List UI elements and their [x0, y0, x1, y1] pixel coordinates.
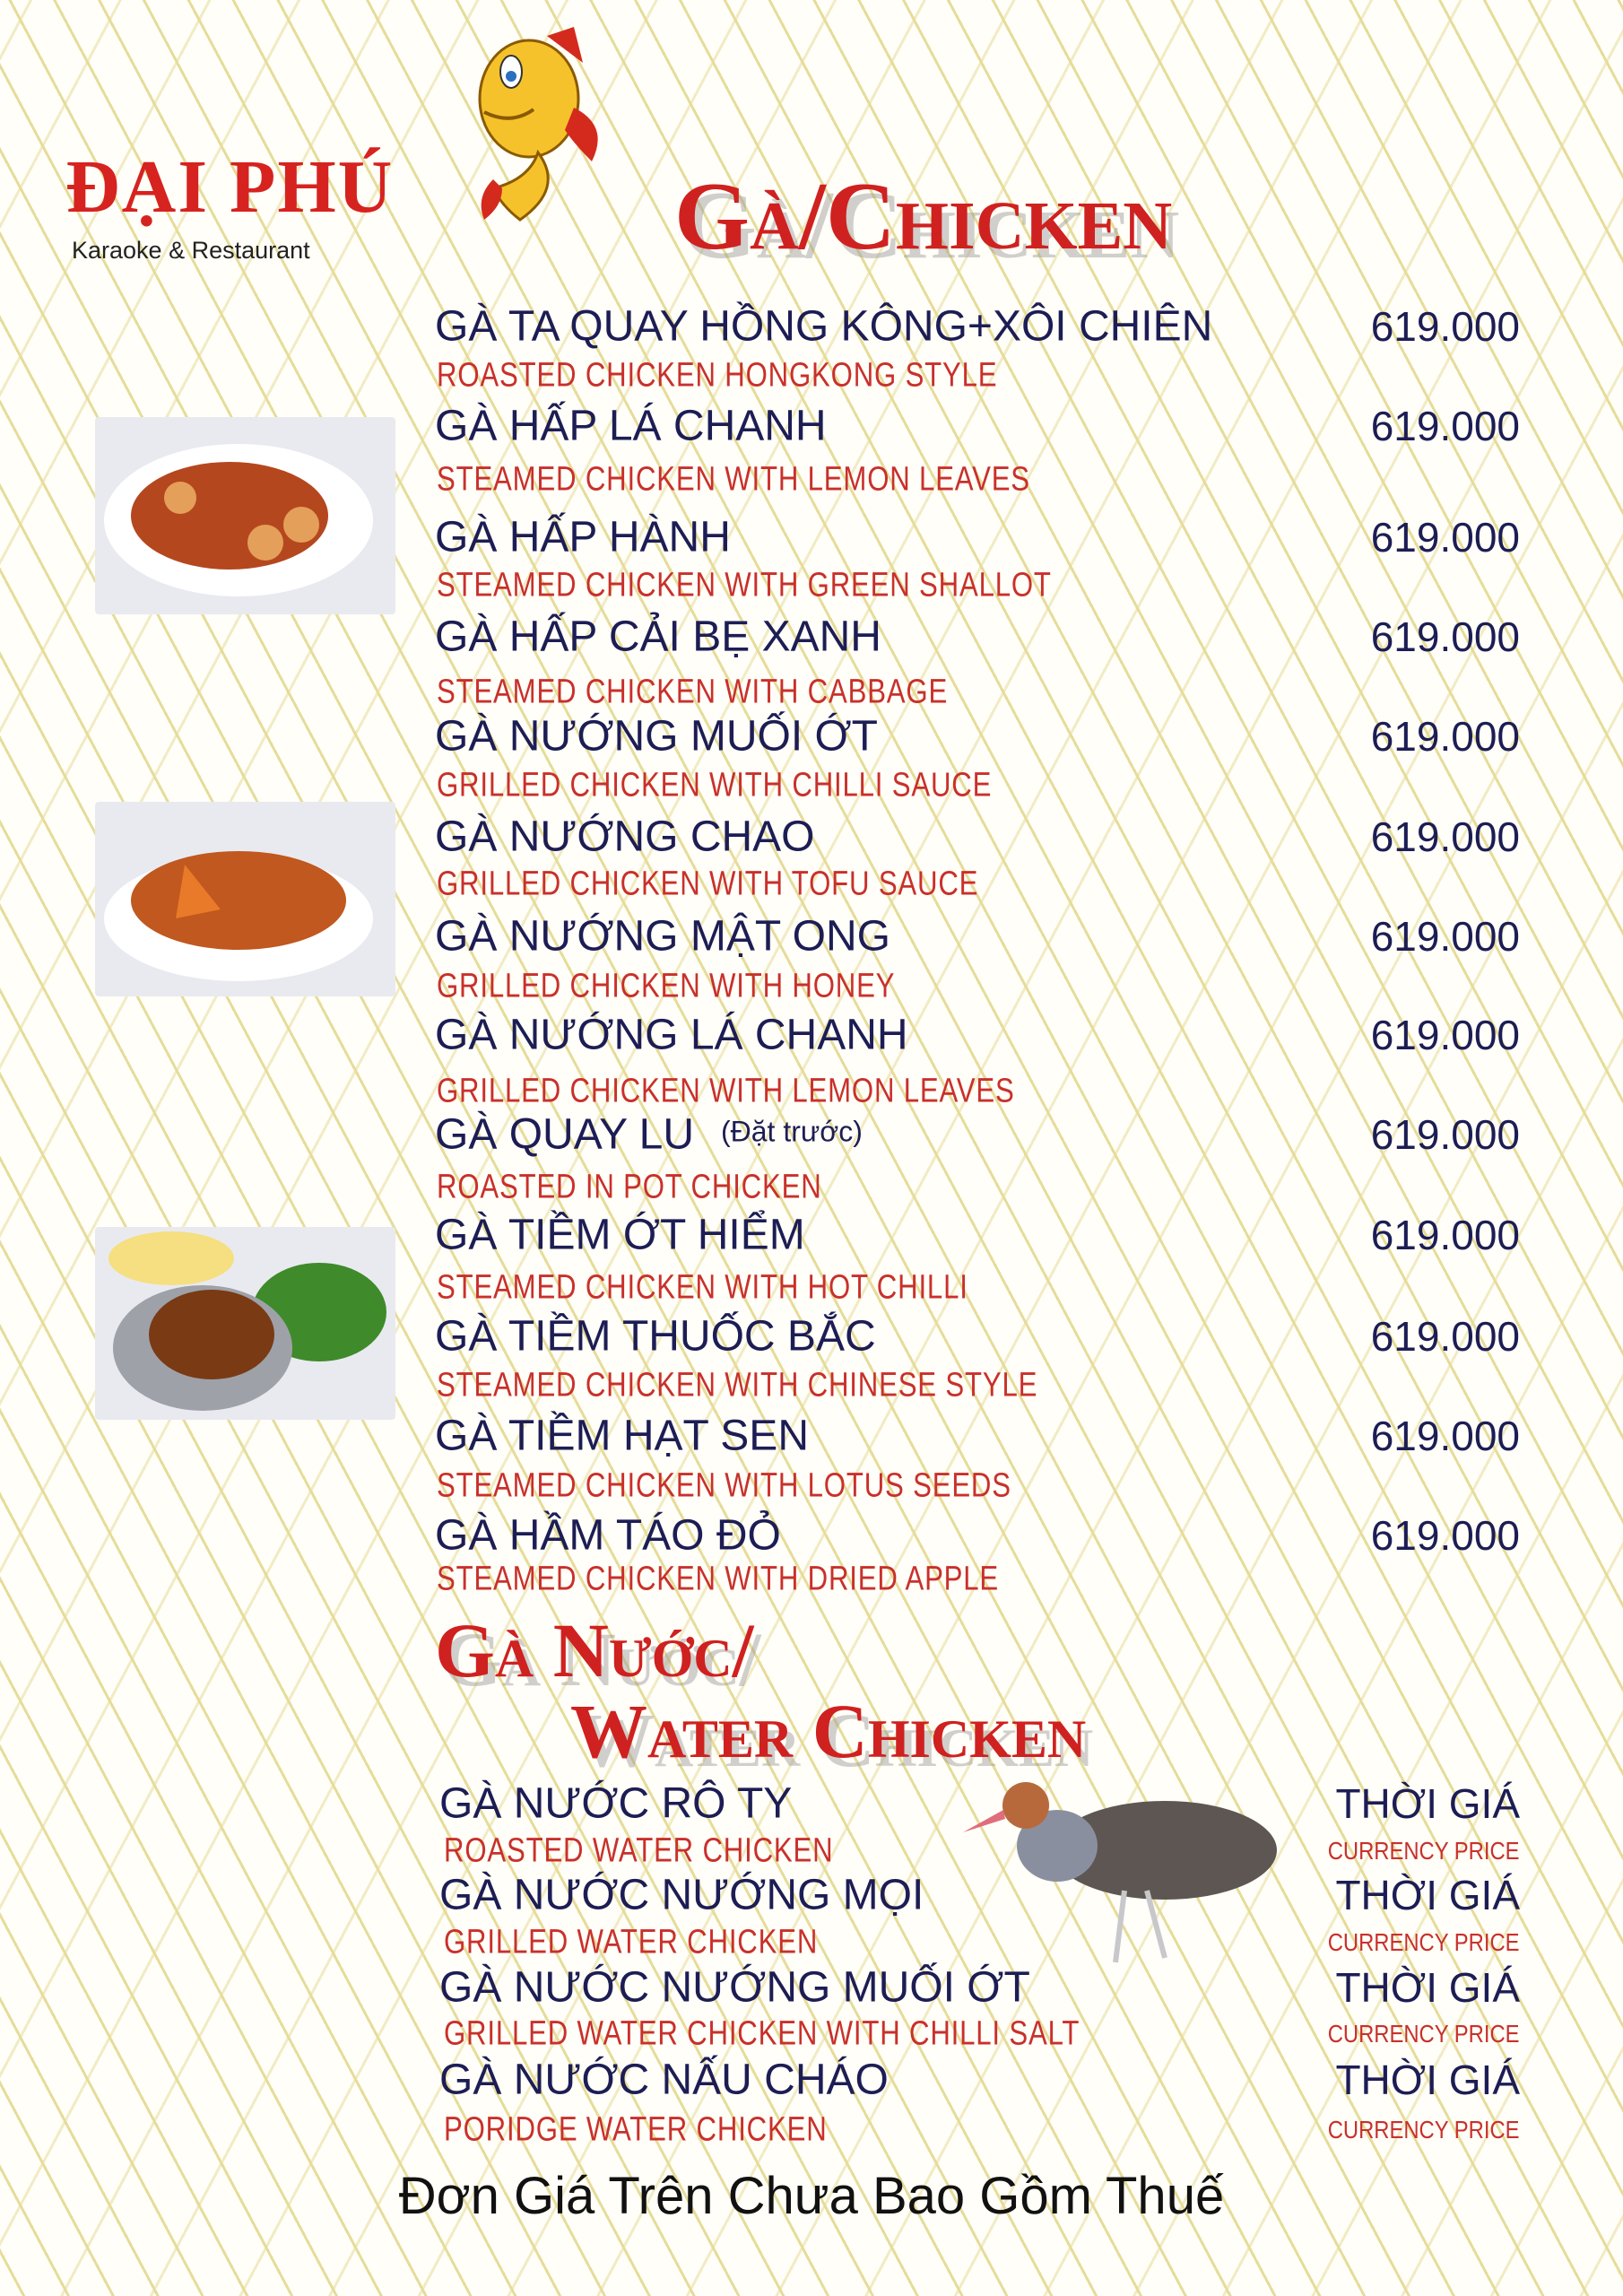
brand-tagline: Karaoke & Restaurant — [72, 237, 310, 264]
item-name — [435, 1211, 805, 1260]
item-price: 619.000 — [1370, 813, 1520, 860]
item-english-name: GRILLED CHICKEN WITH HONEY — [437, 967, 896, 1005]
item-price: 619.000 — [1370, 1012, 1520, 1058]
item-name-text: GÀ HẤP CẢI BẸ XANH — [435, 613, 881, 661]
item-price: 619.000 — [1370, 713, 1520, 760]
item-english-name: STEAMED CHICKEN WITH LEMON LEAVES — [437, 460, 1030, 499]
item-name: GÀ NƯỚC NƯỚNG MUỐI ỚT — [439, 1963, 1030, 2012]
item-name-text: GÀ HẤP HÀNH — [435, 513, 731, 561]
section-title-water-chicken-line1: Gà Nước/ — [435, 1607, 754, 1693]
dish-photo-grilled-chicken — [95, 802, 395, 996]
item-english-name: STEAMED CHICKEN WITH CHINESE STYLE — [437, 1366, 1038, 1405]
item-english-name: GRILLED CHICKEN WITH TOFU SAUCE — [437, 865, 979, 903]
item-english-name: STEAMED CHICKEN WITH CABBAGE — [437, 673, 949, 711]
fish-mascot-icon — [439, 27, 610, 224]
item-name — [435, 302, 1212, 352]
item-english-name: ROASTED IN POT CHICKEN — [437, 1168, 822, 1206]
item-name — [435, 912, 890, 961]
item-name-text: GÀ TIỀM THUỐC BẮC — [435, 1312, 876, 1361]
item-price: 619.000 — [1370, 613, 1520, 660]
item-price: 619.000 — [1370, 913, 1520, 960]
item-english-name: ROASTED WATER CHICKEN — [444, 1831, 834, 1870]
item-name-text: GÀ QUAY LU — [435, 1110, 694, 1159]
item-english-name: PORIDGE WATER CHICKEN — [444, 2110, 828, 2149]
tax-note-footer: Đơn Giá Trên Chưa Bao Gồm Thuế — [398, 2167, 1225, 2225]
item-name-text: GÀ TA QUAY HỒNG KÔNG+XÔI CHIÊN — [435, 302, 1213, 351]
item-name-text: GÀ NƯỚNG LÁ CHANH — [435, 1011, 908, 1059]
item-name — [435, 402, 827, 451]
item-price: THỜI GIÁ — [1335, 2057, 1520, 2103]
item-name-text: GÀ HẦM TÁO ĐỎ — [435, 1511, 781, 1560]
item-english-name: GRILLED CHICKEN WITH LEMON LEAVES — [437, 1072, 1015, 1110]
item-price: 619.000 — [1370, 1212, 1520, 1258]
item-english-name: STEAMED CHICKEN WITH GREEN SHALLOT — [437, 566, 1052, 604]
item-name-text: GÀ HẤP LÁ CHANH — [435, 402, 827, 450]
item-name — [435, 613, 881, 662]
item-english-name: GRILLED WATER CHICKEN — [444, 1923, 819, 1961]
item-price: 619.000 — [1370, 1111, 1520, 1158]
item-price-english: CURRENCY PRICE — [1328, 2116, 1520, 2144]
item-name: GÀ NƯỚC NẤU CHÁO — [439, 2056, 889, 2104]
item-note: (Đặt trước) — [720, 1115, 863, 1148]
item-price: 619.000 — [1370, 1313, 1520, 1360]
item-name — [435, 1412, 809, 1461]
section-title-chicken: Gà/Chicken — [674, 163, 1173, 270]
item-name — [435, 513, 731, 562]
item-price: 619.000 — [1370, 303, 1520, 350]
item-price: THỜI GIÁ — [1335, 1964, 1520, 2011]
item-name-text: GÀ NƯỚNG CHAO — [435, 813, 815, 861]
item-name — [435, 1110, 863, 1160]
item-name-text: GÀ NƯỚNG MẬT ONG — [435, 912, 890, 961]
item-price-english: CURRENCY PRICE — [1328, 1928, 1520, 1956]
brand-logo-text: ĐẠI PHÚ — [65, 145, 395, 229]
item-price: 619.000 — [1370, 514, 1520, 561]
item-price-english: CURRENCY PRICE — [1328, 1837, 1520, 1865]
item-english-name: STEAMED CHICKEN WITH LOTUS SEEDS — [437, 1466, 1011, 1505]
item-name: GÀ NƯỚC NƯỚNG MỌI — [439, 1871, 924, 1919]
item-price: THỜI GIÁ — [1335, 1872, 1520, 1918]
item-price: THỜI GIÁ — [1335, 1780, 1520, 1827]
dish-photo-stewed-chicken — [95, 1227, 395, 1420]
item-english-name: STEAMED CHICKEN WITH DRIED APPLE — [437, 1560, 1000, 1598]
item-name-text: GÀ TIỀM HẠT SEN — [435, 1412, 809, 1460]
item-english-name: GRILLED CHICKEN WITH CHILLI SAUCE — [437, 766, 993, 804]
item-english-name: ROASTED CHICKEN HONGKONG STYLE — [437, 356, 998, 395]
item-name — [435, 1511, 781, 1561]
item-name — [435, 1011, 908, 1060]
item-name — [435, 1312, 876, 1361]
item-english-name: GRILLED WATER CHICKEN WITH CHILLI SALT — [444, 2014, 1081, 2053]
item-name — [435, 813, 815, 862]
item-english-name: STEAMED CHICKEN WITH HOT CHILLI — [437, 1268, 968, 1307]
water-rail-bird-image — [959, 1779, 1290, 1971]
item-price: 619.000 — [1370, 1512, 1520, 1559]
item-name-text: GÀ NƯỚNG MUỐI ỚT — [435, 712, 878, 761]
item-name: GÀ NƯỚC RÔ TY — [439, 1779, 793, 1828]
item-price: 619.000 — [1370, 1413, 1520, 1459]
item-price: 619.000 — [1370, 403, 1520, 449]
item-name-text: GÀ TIỀM ỚT HIỂM — [435, 1211, 805, 1259]
section-title-water-chicken-line2: Water Chicken — [570, 1688, 1087, 1774]
item-price-english: CURRENCY PRICE — [1328, 2020, 1520, 2048]
dish-photo-roasted-chicken — [95, 417, 395, 614]
item-name — [435, 712, 878, 761]
